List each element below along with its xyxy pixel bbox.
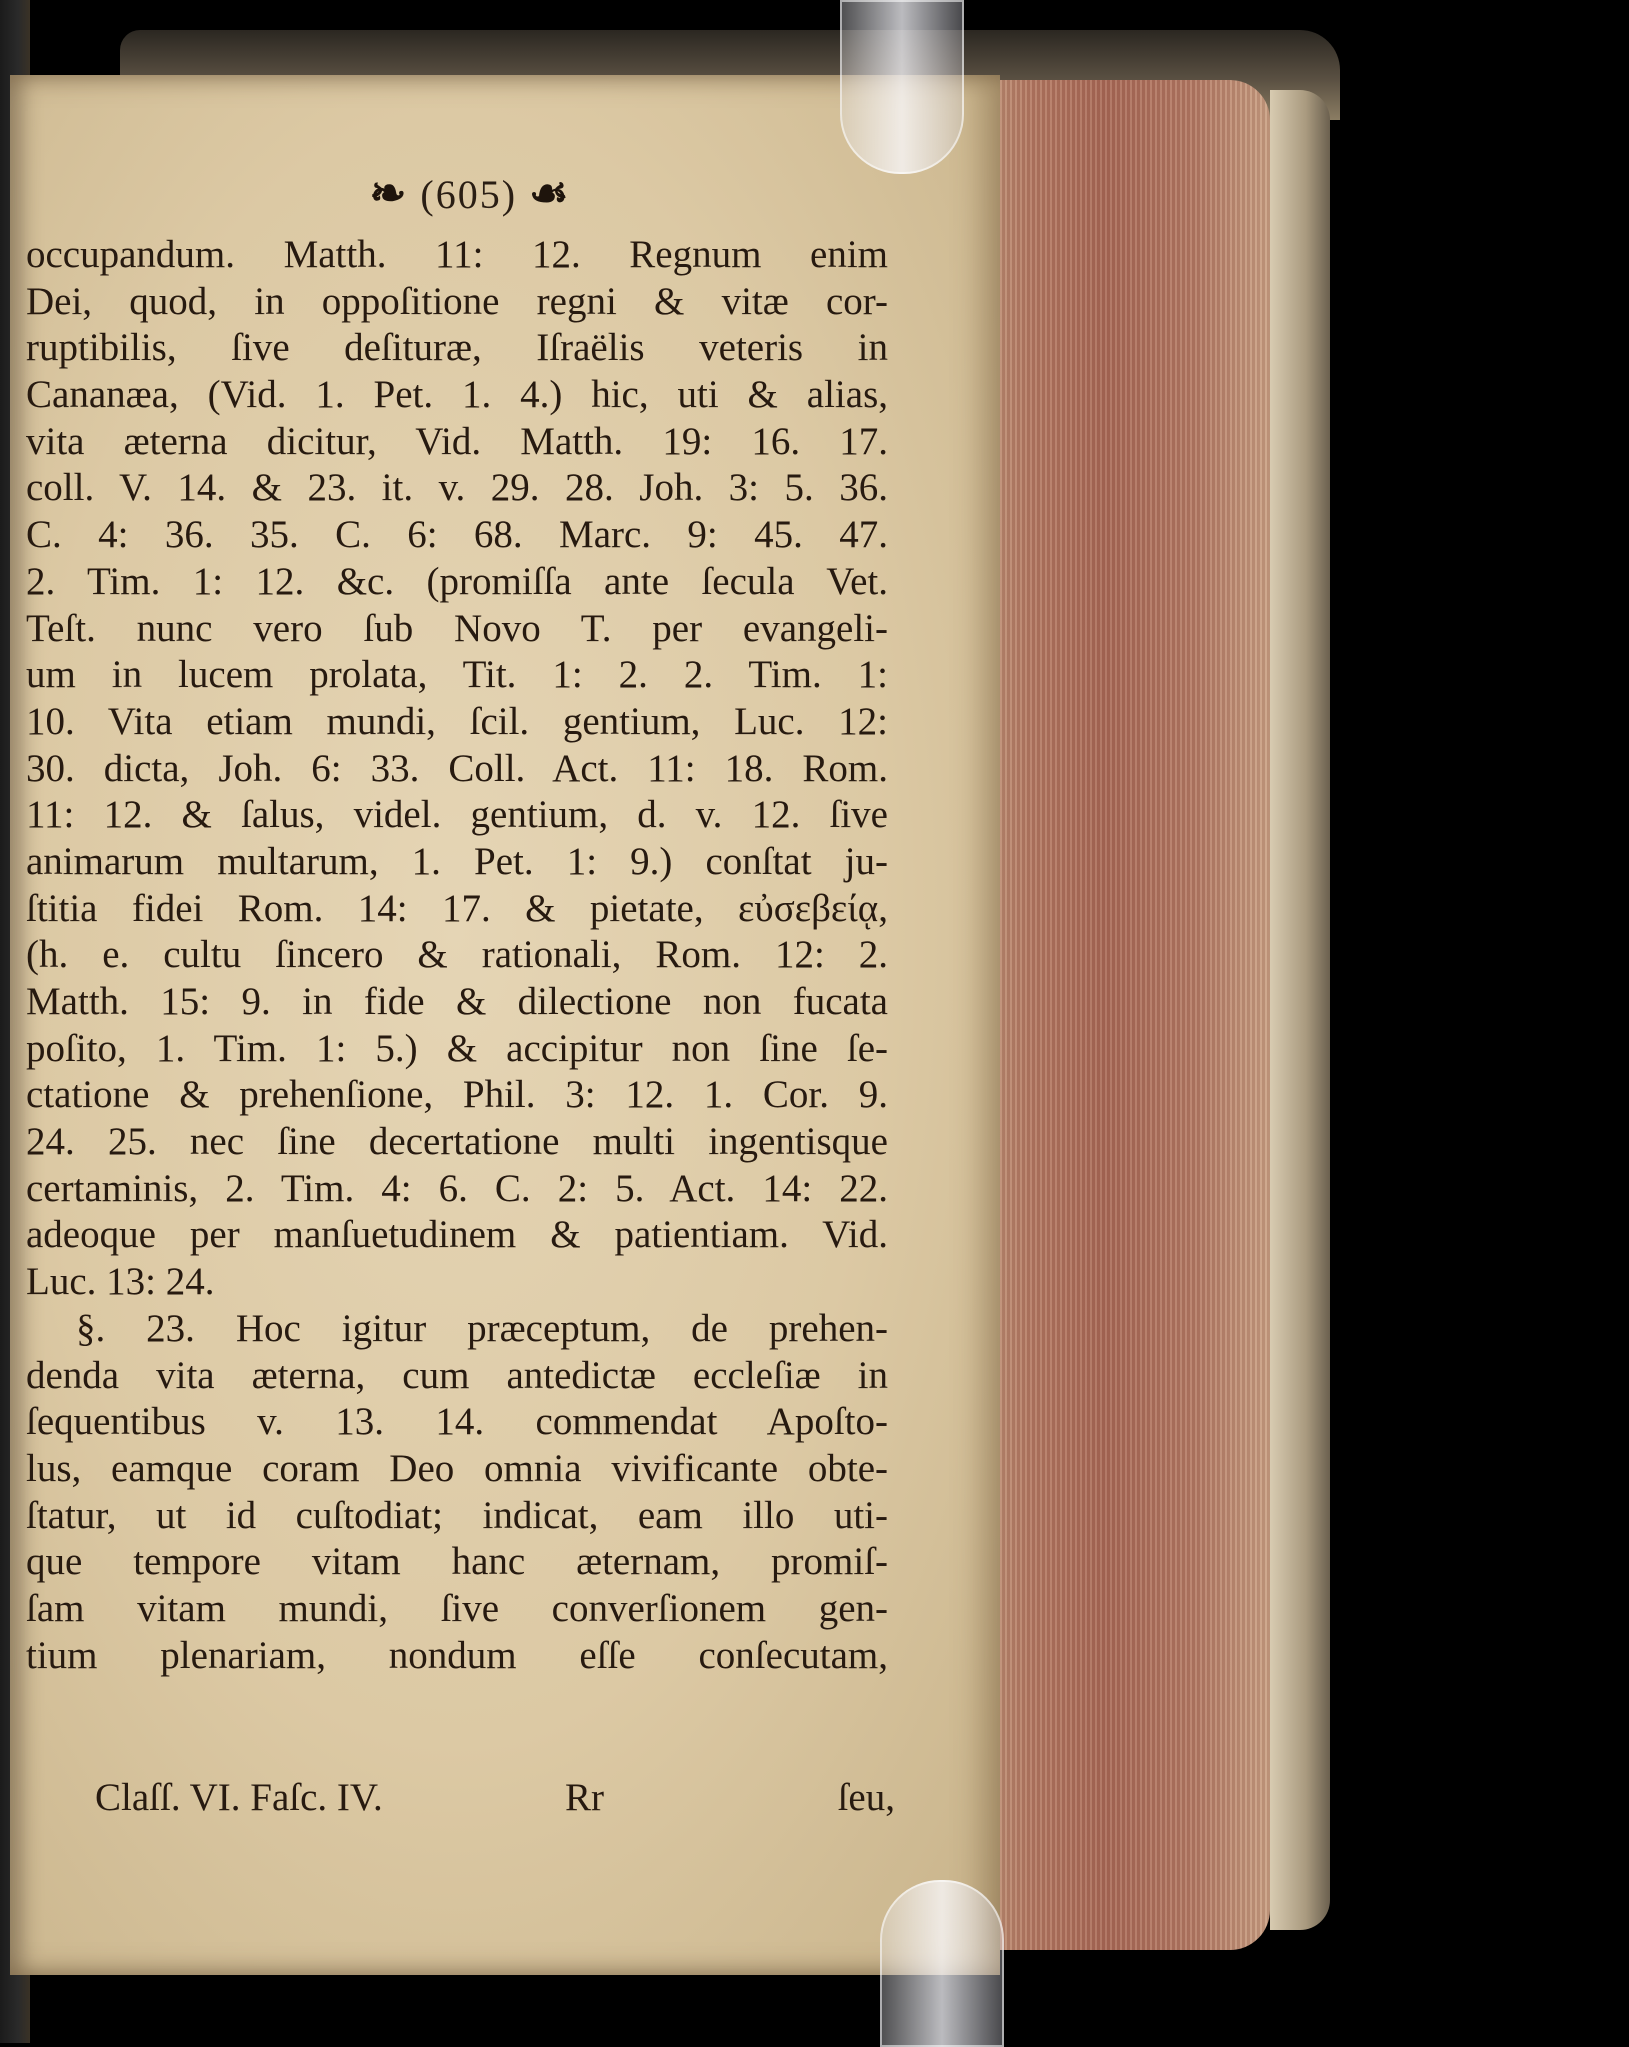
text-line: Teſt. nunc vero ſub Novo T. per evangeli- [26,606,888,650]
text-line: adeoque per manſuetudinem & patientiam. Vid. [26,1213,888,1257]
text-line: 2. Tim. 1: 12. &c. (promiſſa ante ſecula Vet. [26,559,888,603]
text-line: denda vita æterna, cum antedictæ eccleſiæ in [26,1353,888,1397]
text-line: ruptibilis, ſive deſituræ, Iſraëlis veteris in [26,326,888,370]
text-line: 11: 12. & ſalus, videl. gentium, d. v. 12. ſive [26,793,888,837]
text-line: que tempore vitam hanc æternam, promiſ- [26,1540,888,1584]
text-line: ſtatur, ut id cuſtodiat; indicat, eam illo uti- [26,1493,888,1537]
text-line: vita æterna dicitur, Vid. Matth. 19: 16. 17. [26,419,888,463]
text-line: tium plenariam, nondum eſſe conſecutam, [26,1633,888,1677]
text-line: ſequentibus v. 13. 14. commendat Apoſto- [26,1400,888,1444]
text-line: ctatione & prehenſione, Phil. 3: 12. 1. Cor. 9. [26,1073,888,1117]
catchword: ſeu, [837,1776,895,1819]
text-line: certaminis, 2. Tim. 4: 6. C. 2: 5. Act. 14: 22. [26,1166,888,1210]
cover-edge [1270,90,1330,1930]
text-line: occupandum. Matth. 11: 12. Regnum enim [26,233,888,276]
page-clip-top [840,0,964,174]
text-line: ſtitia fidei Rom. 14: 17. & pietate, εὐσεβείᾳ, [26,886,888,930]
text-line: animarum multarum, 1. Pet. 1: 9.) conſtat ju- [26,839,888,883]
text-line: 24. 25. nec ſine decertatione multi ingentisque [26,1120,888,1164]
running-head [300,168,640,219]
paragraph-start-line: §. 23. Hoc igitur præceptum, de prehen- [76,1306,888,1350]
page-fore-edge [970,80,1270,1950]
signature-mark: Rr [565,1776,604,1819]
text-line: poſito, 1. Tim. 1: 5.) & accipitur non ſine ſe- [26,1026,888,1070]
page-clip-bottom [880,1880,1004,2047]
text-line: 30. dicta, Joh. 6: 33. Coll. Act. 11: 18. Rom. [26,746,888,790]
signature-line: Claſſ. VI. Faſc. IV. [95,1776,383,1819]
text-line: um in lucem prolata, Tit. 1: 2. 2. Tim. 1: [26,653,888,697]
page-footer [95,1773,895,1823]
text-line: (h. e. cultu ſincero & rationali, Rom. 12: 2. [26,933,888,977]
text-line: Dei, quod, in oppoſitione regni & vitæ cor- [26,279,888,323]
text-line: Matth. 15: 9. in fide & dilectione non fucata [26,980,888,1023]
text-line: ſam vitam mundi, ſive converſionem gen- [26,1586,888,1630]
text-line: Cananæa, (Vid. 1. Pet. 1. 4.) hic, uti & alias, [26,373,888,417]
body-text [26,232,888,1679]
right-ornament: ☙ [529,169,571,218]
text-line: 10. Vita etiam mundi, ſcil. gentium, Luc. 12: [26,699,888,743]
text-line: C. 4: 36. 35. C. 6: 68. Marc. 9: 45. 47. [26,513,888,557]
text-line: coll. V. 14. & 23. it. v. 29. 28. Joh. 3: 5. 36. [26,466,888,510]
text-line: lus, eamque coram Deo omnia vivificante obte- [26,1446,888,1490]
page-number: (605) [420,172,518,217]
left-ornament: ❧ [369,169,409,218]
text-line: Luc. 13: 24. [26,1260,215,1304]
